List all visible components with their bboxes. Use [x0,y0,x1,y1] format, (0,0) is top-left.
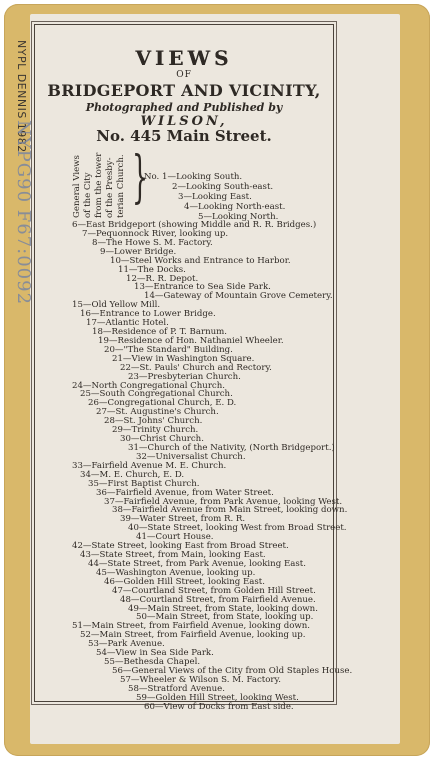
list-item: 12—R. R. Depot. [126,273,199,284]
list-item: 2—Looking South-east. [172,182,274,192]
list-item: 25—South Congregational Church. [80,389,233,400]
list-item: 49—Main Street, from State, looking down. [128,603,318,614]
list-item: 21—View in Washington Square. [112,353,255,364]
list-item: 34—M. E. Church, E. D. [80,469,185,480]
list-item: 16—Entrance to Lower Bridge. [80,309,216,320]
publisher-address: No. 445 Main Street. [96,127,272,145]
list-item: 40—State Street, looking West from Broad Street. [128,523,347,534]
list-item: 39—Water Street, from R. R. [120,514,246,525]
list-item: 58—Stratford Avenue. [128,683,225,694]
list-item: 46—Golden Hill Street, looking East. [104,576,265,587]
publisher-name: WILSON, [140,114,228,129]
list-item: 60—View of Docks from East side. [144,701,294,712]
list-item: 38—Fairfield Avenue from Main Street, looking down. [112,505,348,516]
list-item: 43—State Street, from Main, looking East. [80,550,266,561]
list-item: 45—Washington Avenue, looking up. [96,567,256,578]
list-item: 41—Court House. [136,532,214,543]
photographed-by-line: Photographed and Published by [85,101,283,114]
list-item: 24—North Congregational Church. [72,380,226,391]
title-of: OF [176,70,192,80]
list-item: 18—Residence of P. T. Barnum. [92,327,228,338]
list-item: No. 1—Looking South. [144,172,243,182]
list-item: 28—St. Johns' Church. [104,416,203,427]
title-bridgeport: BRIDGEPORT AND VICINITY, [47,81,321,100]
list-item: 8—The Howe S. M. Factory. [92,237,213,248]
list-item: 53—Park Avenue. [88,639,165,650]
list-item: 59—Golden Hill Street, looking West. [136,692,299,703]
list-item: 23—Presbyterian Church. [128,371,241,382]
handwritten-catalog-number: NYPG90 F67:0092 [13,120,34,306]
collection-stamp: NYPL DENNIS 1982 [15,40,28,153]
list-item: 50—Main Street, from State, looking up. [136,612,314,623]
list-item: 32—Universalist Church. [136,451,246,462]
list-item: 56—General Views of the City from Old Staples House. [112,666,353,676]
list-item: 47—Courtland Street, from Golden Hill Street. [112,585,316,596]
list-item: 15—Old Yellow Mill. [72,300,161,311]
list-item: 9—Lower Bridge. [100,246,177,257]
list-item: 57—Wheeler & Wilson S. M. Factory. [120,674,281,685]
list-item: 52—Main Street, from Fairfield Avenue, looking up. [80,630,306,641]
list-item: 44—State Street, from Park Avenue, looking East. [88,558,306,569]
list-item: 13—Entrance to Sea Side Park. [134,282,271,293]
list-item: 30—Christ Church. [120,434,204,445]
list-item: 48—Courtland Street, from Fairfield Avenue. [120,594,316,605]
list-item: 55—Bethesda Chapel. [104,657,201,668]
list-item: 17—Atlantic Hotel. [86,318,169,329]
title-views: VIEWS [135,46,233,70]
list-item: 7—Pequonnock River, looking up. [82,228,229,239]
list-item: 27—St. Augustine's Church. [96,407,219,418]
list-item: 35—First Baptist Church. [88,478,200,489]
list-item: 33—Fairfield Avenue M. E. Church. [72,460,227,471]
list-item: 14—Gateway of Mountain Grove Cemetery. [144,291,333,302]
list-item: 6—East Bridgeport (showing Middle and R. R. Bridges.) [72,220,317,230]
list-item: 3—Looking East. [178,192,252,202]
list-item: 37—Fairfield Avenue, from Park Avenue, looking West. [104,496,343,507]
general-views-label: General Views of the City from the tower of the Presby- terian Church. [72,152,126,218]
list-item: 51—Main Street, from Fairfield Avenue, looking down. [72,621,311,632]
list-item: 19—Residence of Hon. Nathaniel Wheeler. [98,335,284,346]
list-item: 10—Steel Works and Entrance to Harbor. [110,255,291,266]
list-item: 4—Looking North-east. [184,202,286,212]
list-item: 36—Fairfield Avenue, from Water Street. [96,487,274,498]
list-item: 31—Church of the Nativity, (North Bridgeport.) [128,443,335,453]
list-item: 26—Congregational Church, E. D. [88,398,237,409]
list-item: 29—Trinity Church. [112,425,199,436]
list-item: 11—The Docks. [118,264,186,275]
list-item: 20—"The Standard" Building. [104,344,233,355]
list-item: 54—View in Sea Side Park. [96,648,214,659]
list-item: 5—Looking North. [198,212,279,222]
list-item: 42—State Street, looking East from Broad Street. [72,541,289,552]
list-item: 22—St. Pauls' Church and Rectory. [120,362,272,373]
brace-icon: } [132,145,149,210]
